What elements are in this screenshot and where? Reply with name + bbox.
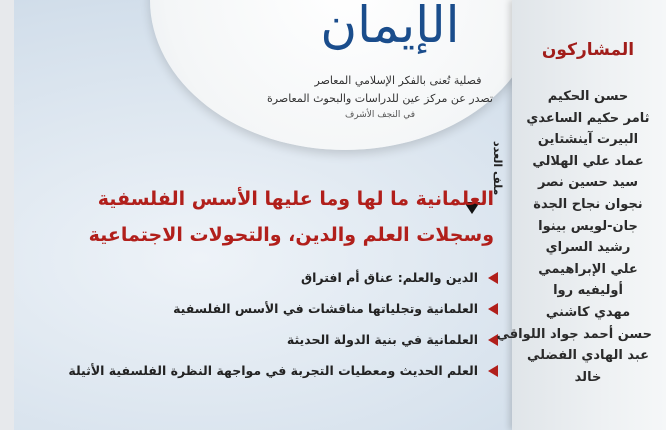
topic-item [58, 262, 498, 293]
triangle-bullet-icon [488, 303, 498, 315]
participant-name: أوليفيه روا [553, 283, 623, 299]
participants-title: المشاركون [541, 40, 635, 60]
topic-text: العلمانية في بنية الدولة الحديثة [286, 332, 478, 347]
topic-item [58, 324, 498, 355]
participant-name: عماد علي الهلالي [532, 153, 644, 169]
topic-list [58, 262, 498, 386]
participant-name: عبد الهادي الفضلي [526, 348, 650, 364]
issue-headline-line-1: العلمانية ما لها وما عليها الأسس الفلسفية [97, 188, 494, 210]
participant-name: حسن الحكيم [547, 89, 629, 104]
topic-text: العلم الحديث ومعطيات التجربة في مواجهة النظرة الفلسفية الأثيلة [68, 363, 478, 378]
topic-item [58, 293, 498, 324]
participant-name: رشيد السراي [545, 240, 631, 256]
topic-text: الدين والعلم: عناق أم افتراق [300, 270, 478, 285]
issue-file-label: ملف العدد [491, 140, 504, 196]
participant-name: جان-لويس بينوا [538, 218, 638, 234]
participant-name: علي الإبراهيمي [538, 261, 638, 277]
magazine-logo: الإيمان [320, 0, 460, 54]
participant-name: ثامر حكيم الساعدي [526, 110, 650, 126]
triangle-bullet-icon [488, 272, 498, 284]
masthead-description-1: فصلية تُعنى بالفكر الإسلامي المعاصر [314, 74, 482, 87]
triangle-bullet-icon [488, 365, 498, 377]
participant-name: البيرت آينشتاين [537, 132, 639, 148]
participant-name: خالد [574, 369, 602, 385]
masthead-description-3: في النجف الأشرف [344, 110, 416, 120]
participant-name: نجوان نجاح الجدة [533, 196, 643, 212]
participant-name: مهدي كاشني [545, 304, 631, 320]
issue-headline-line-2: وسجلات العلم والدين، والتحولات الاجتماعية [88, 224, 494, 246]
masthead-description-2: تصدر عن مركز عين للدراسات والبحوث المعاصرة [267, 92, 493, 105]
topic-text: العلمانية وتجلياتها مناقشات في الأسس الفلسفية [173, 301, 478, 316]
participant-name: حسن أحمد جواد اللواقي [496, 326, 652, 342]
left-edge-strip [0, 0, 14, 430]
participant-name: سيد حسين نصر [537, 175, 639, 191]
topic-item [58, 355, 498, 386]
